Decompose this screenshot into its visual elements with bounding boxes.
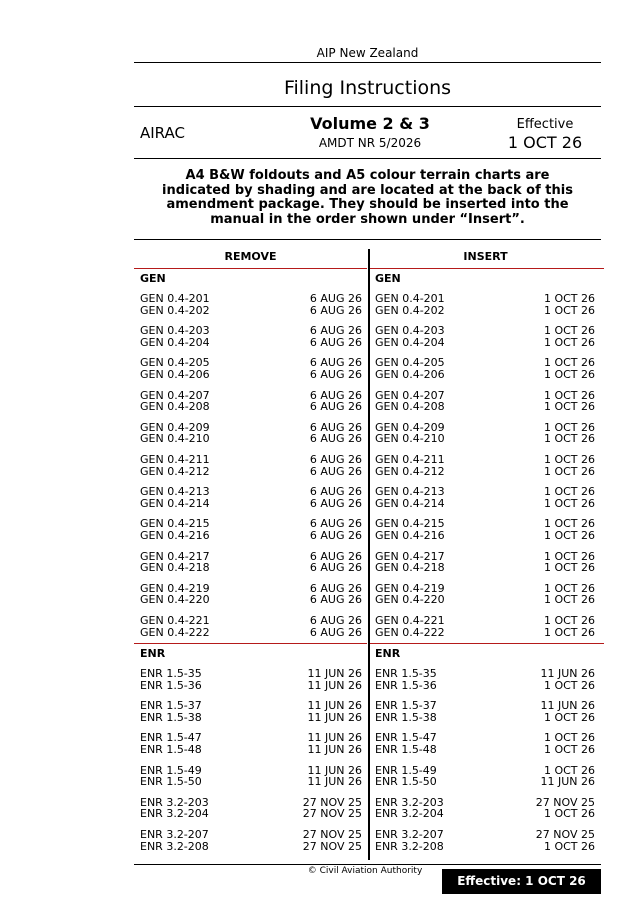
remove-page-date: 6 AUG 26 bbox=[309, 420, 362, 434]
insert-page-date: 1 OCT 26 bbox=[543, 356, 595, 370]
remove-page-date: 27 NOV 25 bbox=[302, 795, 362, 809]
table-row bbox=[375, 627, 595, 639]
remove-page-ref: GEN 0.4-209 bbox=[140, 420, 210, 434]
remove-page-date: 6 AUG 26 bbox=[309, 453, 362, 466]
remove-page-date: 27 NOV 25 bbox=[302, 839, 362, 853]
insert-page-ref: GEN 0.4-209 bbox=[375, 420, 445, 434]
table-row bbox=[140, 808, 362, 820]
remove-page-ref: GEN 0.4-218 bbox=[140, 561, 210, 575]
table-row bbox=[140, 305, 362, 317]
table-row bbox=[375, 776, 595, 788]
remove-page-date: 27 NOV 25 bbox=[302, 828, 362, 841]
table-row bbox=[140, 627, 362, 639]
remove-page-date: 6 AUG 26 bbox=[309, 485, 362, 499]
remove-page-date: 11 JUN 26 bbox=[307, 699, 362, 713]
insert-page-ref: GEN 0.4-203 bbox=[375, 324, 445, 338]
insert-page-ref: GEN 0.4-206 bbox=[375, 367, 445, 381]
insert-page-ref: GEN 0.4-204 bbox=[375, 335, 445, 349]
insert-page-date: 1 OCT 26 bbox=[543, 517, 595, 531]
insert-page-ref: GEN 0.4-210 bbox=[375, 432, 445, 446]
insert-page-date: 1 OCT 26 bbox=[543, 432, 595, 446]
insert-page-date: 1 OCT 26 bbox=[543, 528, 595, 542]
gen-section-rule-right bbox=[370, 268, 604, 269]
remove-page-ref: ENR 3.2-208 bbox=[140, 839, 209, 853]
remove-page-ref: GEN 0.4-203 bbox=[140, 324, 210, 338]
insert-page-ref: ENR 1.5-47 bbox=[375, 731, 437, 745]
remove-page-ref: GEN 0.4-213 bbox=[140, 485, 210, 499]
insert-page-date: 1 OCT 26 bbox=[543, 388, 595, 402]
insert-page-ref: ENR 1.5-37 bbox=[375, 699, 437, 713]
insert-page-date: 11 JUN 26 bbox=[540, 775, 595, 789]
table-row bbox=[375, 594, 595, 606]
remove-page-ref: GEN 0.4-214 bbox=[140, 496, 210, 510]
table-row bbox=[375, 712, 595, 724]
insert-page-ref: GEN 0.4-221 bbox=[375, 614, 445, 627]
insert-page-ref: GEN 0.4-211 bbox=[375, 453, 445, 466]
remove-page-ref: ENR 3.2-204 bbox=[140, 807, 209, 821]
insert-page-date: 1 OCT 26 bbox=[543, 485, 595, 499]
insert-page-ref: ENR 3.2-207 bbox=[375, 828, 444, 841]
table-row bbox=[375, 433, 595, 445]
table-row bbox=[140, 841, 362, 853]
insert-page-ref: GEN 0.4-219 bbox=[375, 581, 445, 595]
remove-page-ref: ENR 1.5-50 bbox=[140, 775, 202, 789]
remove-page-date: 11 JUN 26 bbox=[307, 710, 362, 724]
remove-page-date: 6 AUG 26 bbox=[309, 367, 362, 381]
insert-page-ref: GEN 0.4-201 bbox=[375, 292, 445, 305]
insert-page-date: 1 OCT 26 bbox=[543, 549, 595, 563]
table-row bbox=[140, 401, 362, 413]
table-row bbox=[375, 744, 595, 756]
insert-page-date: 1 OCT 26 bbox=[543, 453, 595, 466]
insert-page-date: 1 OCT 26 bbox=[543, 710, 595, 724]
column-divider bbox=[368, 249, 370, 860]
remove-page-ref: ENR 1.5-38 bbox=[140, 710, 202, 724]
remove-page-date: 6 AUG 26 bbox=[309, 292, 362, 305]
insert-page-date: 1 OCT 26 bbox=[543, 742, 595, 756]
table-row bbox=[375, 466, 595, 478]
table-row bbox=[375, 401, 595, 413]
remove-page-date: 6 AUG 26 bbox=[309, 303, 362, 317]
remove-page-date: 6 AUG 26 bbox=[309, 464, 362, 478]
remove-page-ref: GEN 0.4-206 bbox=[140, 367, 210, 381]
table-row bbox=[140, 466, 362, 478]
remove-page-date: 6 AUG 26 bbox=[309, 335, 362, 349]
insert-page-date: 1 OCT 26 bbox=[543, 496, 595, 510]
section-gen-remove: GEN bbox=[140, 272, 166, 285]
remove-page-ref: GEN 0.4-221 bbox=[140, 614, 210, 627]
amendment-number: AMDT NR 5/2026 bbox=[318, 136, 422, 150]
table-row bbox=[140, 776, 362, 788]
remove-page-date: 11 JUN 26 bbox=[307, 763, 362, 777]
remove-page-date: 6 AUG 26 bbox=[309, 517, 362, 531]
insert-page-ref: GEN 0.4-208 bbox=[375, 400, 445, 414]
remove-page-date: 6 AUG 26 bbox=[309, 625, 362, 639]
insert-page-date: 1 OCT 26 bbox=[543, 420, 595, 434]
table-row bbox=[140, 712, 362, 724]
effective-date: 1 OCT 26 bbox=[507, 133, 583, 152]
remove-page-ref: GEN 0.4-202 bbox=[140, 303, 210, 317]
insert-page-ref: ENR 1.5-50 bbox=[375, 775, 437, 789]
insert-page-ref: ENR 3.2-203 bbox=[375, 795, 444, 809]
insert-page-date: 1 OCT 26 bbox=[543, 625, 595, 639]
table-row bbox=[375, 498, 595, 510]
remove-page-date: 11 JUN 26 bbox=[307, 775, 362, 789]
insert-page-ref: ENR 1.5-36 bbox=[375, 678, 437, 692]
amendment-rule bbox=[134, 158, 601, 159]
remove-page-ref: ENR 1.5-48 bbox=[140, 742, 202, 756]
remove-page-ref: GEN 0.4-222 bbox=[140, 625, 210, 639]
table-top-rule bbox=[134, 239, 601, 240]
table-row bbox=[375, 841, 595, 853]
section-gen-insert: GEN bbox=[375, 272, 401, 285]
filing-notice: A4 B&W foldouts and A5 colour terrain charts are indicated by shading and are located at the back of this amendment package. They should be inserted into the manual in the order shown under “Insert”. bbox=[162, 168, 573, 227]
insert-page-ref: GEN 0.4-212 bbox=[375, 464, 445, 478]
table-row bbox=[140, 498, 362, 510]
table-row bbox=[140, 337, 362, 349]
remove-page-date: 6 AUG 26 bbox=[309, 388, 362, 402]
table-row bbox=[375, 305, 595, 317]
remove-page-date: 11 JUN 26 bbox=[307, 667, 362, 680]
remove-page-ref: GEN 0.4-210 bbox=[140, 432, 210, 446]
table-row bbox=[140, 369, 362, 381]
insert-page-date: 1 OCT 26 bbox=[543, 807, 595, 821]
insert-page-date: 1 OCT 26 bbox=[543, 731, 595, 745]
remove-page-ref: GEN 0.4-211 bbox=[140, 453, 210, 466]
insert-page-ref: GEN 0.4-202 bbox=[375, 303, 445, 317]
insert-page-date: 1 OCT 26 bbox=[543, 367, 595, 381]
page-title: Filing Instructions bbox=[283, 77, 452, 99]
remove-page-ref: ENR 3.2-203 bbox=[140, 795, 209, 809]
insert-page-date: 27 NOV 25 bbox=[535, 795, 595, 809]
remove-page-ref: GEN 0.4-220 bbox=[140, 593, 210, 607]
remove-page-ref: GEN 0.4-201 bbox=[140, 292, 210, 305]
insert-page-date: 11 JUN 26 bbox=[540, 667, 595, 680]
remove-page-date: 6 AUG 26 bbox=[309, 593, 362, 607]
insert-page-date: 1 OCT 26 bbox=[543, 839, 595, 853]
table-row bbox=[140, 562, 362, 574]
effective-badge: Effective: 1 OCT 26 bbox=[442, 869, 601, 894]
insert-page-ref: GEN 0.4-220 bbox=[375, 593, 445, 607]
section-enr-insert: ENR bbox=[375, 647, 401, 660]
insert-page-ref: ENR 1.5-48 bbox=[375, 742, 437, 756]
remove-page-date: 6 AUG 26 bbox=[309, 432, 362, 446]
remove-page-ref: ENR 1.5-35 bbox=[140, 667, 202, 680]
remove-page-ref: GEN 0.4-212 bbox=[140, 464, 210, 478]
insert-column-header: INSERT bbox=[463, 250, 508, 263]
remove-page-ref: ENR 1.5-36 bbox=[140, 678, 202, 692]
remove-page-date: 11 JUN 26 bbox=[307, 742, 362, 756]
remove-page-ref: ENR 1.5-49 bbox=[140, 763, 202, 777]
enr-section-rule-right bbox=[370, 643, 604, 644]
remove-page-date: 27 NOV 25 bbox=[302, 807, 362, 821]
insert-page-ref: GEN 0.4-218 bbox=[375, 561, 445, 575]
insert-page-ref: ENR 3.2-204 bbox=[375, 807, 444, 821]
insert-page-ref: GEN 0.4-214 bbox=[375, 496, 445, 510]
insert-page-date: 1 OCT 26 bbox=[543, 400, 595, 414]
table-row bbox=[375, 337, 595, 349]
insert-page-date: 1 OCT 26 bbox=[543, 292, 595, 305]
insert-page-date: 1 OCT 26 bbox=[543, 464, 595, 478]
insert-page-date: 1 OCT 26 bbox=[543, 335, 595, 349]
insert-page-ref: ENR 3.2-208 bbox=[375, 839, 444, 853]
section-enr-remove: ENR bbox=[140, 647, 166, 660]
remove-page-ref: GEN 0.4-219 bbox=[140, 581, 210, 595]
table-row bbox=[375, 369, 595, 381]
insert-page-date: 1 OCT 26 bbox=[543, 763, 595, 777]
insert-page-date: 27 NOV 25 bbox=[535, 828, 595, 841]
insert-page-date: 1 OCT 26 bbox=[543, 581, 595, 595]
insert-page-ref: GEN 0.4-222 bbox=[375, 625, 445, 639]
remove-page-date: 6 AUG 26 bbox=[309, 549, 362, 563]
table-row bbox=[140, 530, 362, 542]
remove-page-ref: GEN 0.4-207 bbox=[140, 388, 210, 402]
remove-page-date: 11 JUN 26 bbox=[307, 678, 362, 692]
insert-page-date: 1 OCT 26 bbox=[543, 561, 595, 575]
insert-page-date: 1 OCT 26 bbox=[543, 303, 595, 317]
table-row bbox=[375, 530, 595, 542]
remove-page-date: 6 AUG 26 bbox=[309, 614, 362, 627]
insert-page-ref: GEN 0.4-205 bbox=[375, 356, 445, 370]
remove-column-header: REMOVE bbox=[224, 250, 277, 263]
table-row bbox=[140, 744, 362, 756]
remove-page-ref: GEN 0.4-216 bbox=[140, 528, 210, 542]
insert-page-date: 1 OCT 26 bbox=[543, 324, 595, 338]
remove-page-ref: GEN 0.4-205 bbox=[140, 356, 210, 370]
remove-page-date: 11 JUN 26 bbox=[307, 731, 362, 745]
table-row bbox=[140, 594, 362, 606]
insert-page-ref: ENR 1.5-49 bbox=[375, 763, 437, 777]
remove-page-ref: GEN 0.4-208 bbox=[140, 400, 210, 414]
table-row bbox=[375, 680, 595, 692]
insert-page-ref: ENR 1.5-35 bbox=[375, 667, 437, 680]
remove-page-ref: ENR 3.2-207 bbox=[140, 828, 209, 841]
remove-page-date: 6 AUG 26 bbox=[309, 581, 362, 595]
insert-page-ref: GEN 0.4-216 bbox=[375, 528, 445, 542]
airac-label: AIRAC bbox=[140, 124, 185, 142]
remove-page-date: 6 AUG 26 bbox=[309, 528, 362, 542]
insert-page-ref: GEN 0.4-207 bbox=[375, 388, 445, 402]
gen-section-rule-left bbox=[134, 268, 367, 269]
insert-page-ref: GEN 0.4-213 bbox=[375, 485, 445, 499]
table-bottom-rule bbox=[134, 864, 601, 865]
copyright-notice: © Civil Aviation Authority bbox=[307, 866, 423, 876]
remove-page-ref: ENR 1.5-37 bbox=[140, 699, 202, 713]
insert-page-date: 1 OCT 26 bbox=[543, 593, 595, 607]
insert-page-date: 1 OCT 26 bbox=[543, 614, 595, 627]
remove-page-date: 6 AUG 26 bbox=[309, 400, 362, 414]
insert-page-date: 1 OCT 26 bbox=[543, 678, 595, 692]
remove-page-ref: GEN 0.4-215 bbox=[140, 517, 210, 531]
publication-header: AIP New Zealand bbox=[316, 46, 419, 60]
effective-label: Effective bbox=[516, 117, 574, 132]
header-rule bbox=[134, 62, 601, 63]
insert-page-ref: ENR 1.5-38 bbox=[375, 710, 437, 724]
table-row bbox=[375, 808, 595, 820]
table-row bbox=[140, 680, 362, 692]
volume-title: Volume 2 & 3 bbox=[310, 114, 430, 133]
table-row bbox=[375, 562, 595, 574]
remove-page-date: 6 AUG 26 bbox=[309, 496, 362, 510]
remove-page-ref: ENR 1.5-47 bbox=[140, 731, 202, 745]
remove-page-ref: GEN 0.4-217 bbox=[140, 549, 210, 563]
remove-page-date: 6 AUG 26 bbox=[309, 561, 362, 575]
insert-page-date: 11 JUN 26 bbox=[540, 699, 595, 713]
insert-page-ref: GEN 0.4-217 bbox=[375, 549, 445, 563]
remove-page-ref: GEN 0.4-204 bbox=[140, 335, 210, 349]
remove-page-date: 6 AUG 26 bbox=[309, 356, 362, 370]
title-rule bbox=[134, 106, 601, 107]
enr-section-rule-left bbox=[134, 643, 367, 644]
insert-page-ref: GEN 0.4-215 bbox=[375, 517, 445, 531]
table-row bbox=[140, 433, 362, 445]
remove-page-date: 6 AUG 26 bbox=[309, 324, 362, 338]
